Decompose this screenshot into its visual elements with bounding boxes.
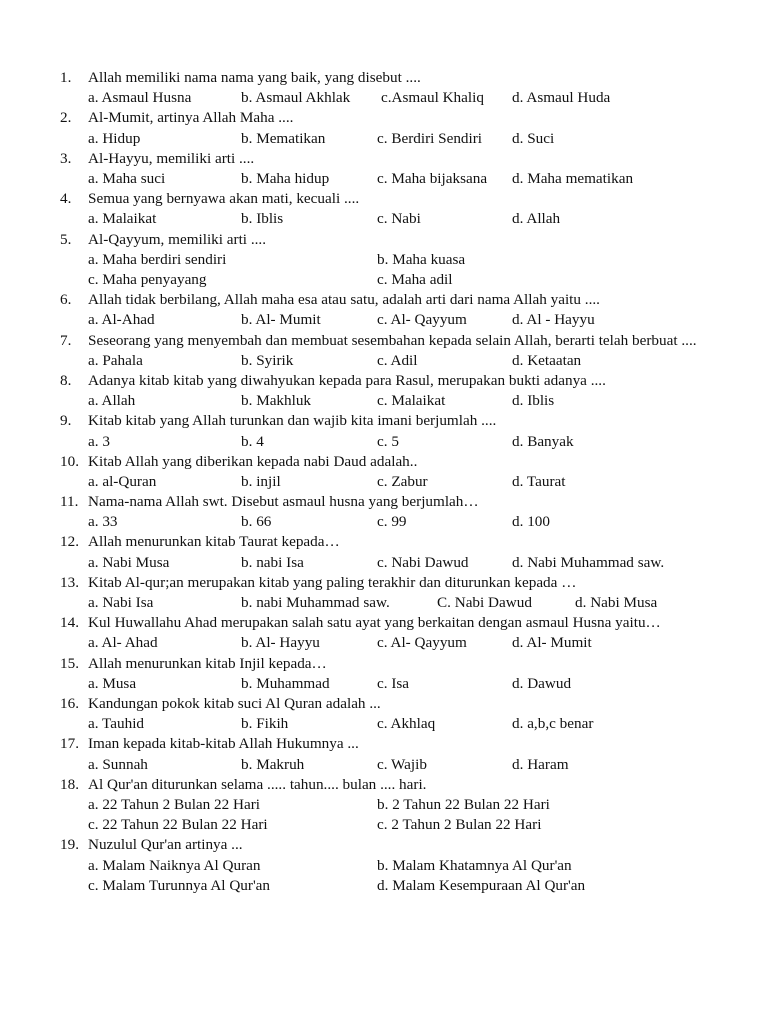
- answer-option: a. Maha berdiri sendiri: [88, 250, 227, 268]
- answer-option: a. Allah: [88, 392, 136, 410]
- question-text: Allah menurunkan kitab Taurat kepada…: [88, 533, 340, 551]
- answer-option: a. Malaikat: [88, 210, 157, 228]
- options-row: [88, 795, 740, 815]
- answer-option: d. Nabi Musa: [575, 594, 658, 612]
- options-row: [88, 876, 740, 896]
- options-row: [88, 88, 740, 108]
- answer-option: b. Al- Hayyu: [241, 634, 320, 652]
- question-item: [60, 492, 740, 532]
- answer-option: a. Maha suci: [88, 169, 166, 187]
- question-text: Iman kepada kitab-kitab Allah Hukumnya ...: [88, 735, 359, 753]
- question-text: Adanya kitab kitab yang diwahyukan kepada para Rasul, merupakan bukti adanya ....: [88, 371, 606, 389]
- answer-option: b. Muhammad: [241, 674, 330, 692]
- answer-option: c. Malaikat: [377, 392, 446, 410]
- answer-option: b. Mematikan: [241, 129, 326, 147]
- answer-option: b. Makruh: [241, 755, 305, 773]
- answer-option: d. Al- Mumit: [512, 634, 592, 652]
- answer-option: b. Malam Khatamnya Al Qur'an: [377, 856, 572, 874]
- question-text: Al-Hayyu, memiliki arti ....: [88, 149, 255, 167]
- question-text: Al Qur'an diturunkan selama ..... tahun.... bulan .... hari.: [88, 775, 427, 793]
- question-number: 18.: [60, 775, 79, 793]
- answer-option: c. Maha penyayang: [88, 270, 207, 288]
- answer-option: b. nabi Muhammad saw.: [241, 594, 390, 612]
- question-item: [60, 149, 740, 189]
- answer-option: b. Makhluk: [241, 392, 312, 410]
- question-text: Kitab Allah yang diberikan kepada nabi Daud adalah..: [88, 452, 418, 470]
- answer-option: b. Al- Mumit: [241, 311, 321, 329]
- options-row: [88, 310, 740, 330]
- answer-option: a. Malam Naiknya Al Quran: [88, 856, 261, 874]
- options-row: [88, 250, 740, 270]
- question-number: 14.: [60, 614, 79, 632]
- options-row: [88, 674, 740, 694]
- question-item: [60, 230, 740, 291]
- answer-option: b. Maha hidup: [241, 169, 330, 187]
- answer-option: d. Ketaatan: [512, 351, 582, 369]
- options-row: [88, 856, 740, 876]
- options-row: [88, 270, 740, 290]
- answer-option: c. Nabi Dawud: [377, 553, 469, 571]
- answer-option: b. nabi Isa: [241, 553, 304, 571]
- question-item: [60, 331, 740, 371]
- question-item: [60, 775, 740, 836]
- options-row: [88, 512, 740, 532]
- options-row: [88, 391, 740, 411]
- answer-option: d. Malam Kesempuraan Al Qur'an: [377, 876, 586, 894]
- answer-option: a. Nabi Isa: [88, 594, 154, 612]
- answer-option: b. 4: [241, 432, 264, 450]
- question-text: Allah tidak berbilang, Allah maha esa atau satu, adalah arti dari nama Allah yaitu ....: [88, 291, 600, 309]
- options-row: [88, 209, 740, 229]
- answer-option: a. 3: [88, 432, 110, 450]
- question-number: 8.: [60, 371, 72, 389]
- options-row: [88, 633, 740, 653]
- answer-option: b. injil: [241, 472, 281, 490]
- answer-option: c. Nabi: [377, 210, 421, 228]
- question-text: Allah memiliki nama nama yang baik, yang disebut ....: [88, 69, 421, 86]
- answer-option: a. Tauhid: [88, 715, 145, 733]
- question-text: Kandungan pokok kitab suci Al Quran adalah ...: [88, 695, 381, 713]
- question-text: Kul Huwallahu Ahad merupakan salah satu ayat yang berkaitan dengan asmaul Husna yaitu…: [88, 614, 661, 632]
- question-number: 9.: [60, 412, 72, 430]
- answer-option: d. Banyak: [512, 432, 574, 450]
- question-text: Nama-nama Allah swt. Disebut asmaul husna yang berjumlah…: [88, 493, 479, 511]
- answer-option: c. Wajib: [377, 755, 427, 773]
- answer-option: d. Nabi Muhammad saw.: [512, 553, 665, 571]
- question-item: [60, 654, 740, 694]
- answer-option: b. Fikih: [241, 715, 289, 733]
- options-row: [88, 129, 740, 149]
- answer-option: c.Asmaul Khaliq: [381, 89, 484, 107]
- question-item: [60, 411, 740, 451]
- answer-option: d. Haram: [512, 755, 569, 773]
- question-item: [60, 694, 740, 734]
- answer-option: a. Hidup: [88, 129, 141, 147]
- answer-option: a. al-Quran: [88, 472, 157, 490]
- answer-option: c. Al- Qayyum: [377, 634, 467, 652]
- answer-option: a. Sunnah: [88, 755, 148, 773]
- question-item: [60, 108, 740, 148]
- question-text: Kitab kitab yang Allah turunkan dan wajib kita imani berjumlah ....: [88, 412, 497, 430]
- question-number: 11.: [60, 493, 79, 511]
- answer-option: b. Asmaul Akhlak: [241, 89, 351, 107]
- answer-option: d. Dawud: [512, 674, 572, 692]
- answer-option: d. Al - Hayyu: [512, 311, 595, 329]
- question-number: 17.: [60, 735, 79, 753]
- question-number: 2.: [60, 109, 72, 127]
- question-item: [60, 290, 740, 330]
- question-item: [60, 452, 740, 492]
- question-text: Allah menurunkan kitab Injil kepada…: [88, 654, 327, 672]
- question-item: [60, 613, 740, 653]
- question-number: 13.: [60, 573, 79, 591]
- question-item: [60, 371, 740, 411]
- answer-option: c. Maha bijaksana: [377, 169, 488, 187]
- quiz-list: [60, 68, 740, 896]
- answer-option: c. Isa: [377, 674, 410, 692]
- answer-option: b. 66: [241, 513, 272, 531]
- options-row: [88, 351, 740, 371]
- answer-option: d. Taurat: [512, 472, 566, 490]
- answer-option: a. Al- Ahad: [88, 634, 158, 652]
- answer-option: d. Allah: [512, 210, 561, 228]
- question-number: 1.: [60, 69, 72, 86]
- answer-option: a. Pahala: [88, 351, 143, 369]
- answer-option: b. Syirik: [241, 351, 294, 369]
- answer-option: d. Asmaul Huda: [512, 89, 611, 107]
- question-number: 7.: [60, 331, 72, 349]
- answer-option: c. Zabur: [377, 472, 428, 490]
- question-item: [60, 189, 740, 229]
- options-row: [88, 593, 740, 613]
- question-text: Semua yang bernyawa akan mati, kecuali ....: [88, 190, 360, 208]
- question-text: Seseorang yang menyembah dan membuat sesembahan kepada selain Allah, berarti telah berbuat ....: [88, 331, 697, 349]
- answer-option: c. Malam Turunnya Al Qur'an: [88, 876, 271, 894]
- question-number: 10.: [60, 452, 79, 470]
- answer-option: C. Nabi Dawud: [437, 594, 532, 612]
- question-text: Al-Qayyum, memiliki arti ....: [88, 230, 267, 248]
- answer-option: c. Al- Qayyum: [377, 311, 467, 329]
- question-text: Al-Mumit, artinya Allah Maha ....: [88, 109, 294, 127]
- answer-option: d. Suci: [512, 129, 555, 147]
- options-row: [88, 432, 740, 452]
- question-item: [60, 68, 740, 108]
- question-number: 12.: [60, 533, 79, 551]
- answer-option: a. 22 Tahun 2 Bulan 22 Hari: [88, 796, 261, 814]
- question-number: 16.: [60, 695, 79, 713]
- answer-option: d. Maha mematikan: [512, 169, 634, 187]
- question-number: 15.: [60, 654, 79, 672]
- options-row: [88, 815, 740, 835]
- options-row: [88, 714, 740, 734]
- question-text: Nuzulul Qur'an artinya ...: [88, 836, 243, 854]
- question-item: [60, 573, 740, 613]
- answer-option: b. 2 Tahun 22 Bulan 22 Hari: [377, 796, 550, 814]
- answer-option: b. Maha kuasa: [377, 250, 466, 268]
- question-item: [60, 835, 740, 896]
- answer-option: c. 5: [377, 432, 399, 450]
- answer-option: a. Al-Ahad: [88, 311, 155, 329]
- answer-option: d. Iblis: [512, 392, 555, 410]
- answer-option: a. Nabi Musa: [88, 553, 170, 571]
- answer-option: a. Asmaul Husna: [88, 89, 192, 107]
- options-row: [88, 169, 740, 189]
- options-row: [88, 472, 740, 492]
- question-item: [60, 532, 740, 572]
- question-number: 4.: [60, 190, 72, 208]
- answer-option: a. Musa: [88, 674, 137, 692]
- question-text: Kitab Al-qur;an merupakan kitab yang paling terakhir dan diturunkan kepada …: [88, 573, 577, 591]
- answer-option: c. Maha adil: [377, 270, 453, 288]
- answer-option: c. Akhlaq: [377, 715, 436, 733]
- question-item: [60, 734, 740, 774]
- answer-option: b. Iblis: [241, 210, 284, 228]
- answer-option: c. 2 Tahun 2 Bulan 22 Hari: [377, 816, 542, 834]
- question-number: 6.: [60, 291, 72, 309]
- answer-option: c. 22 Tahun 22 Bulan 22 Hari: [88, 816, 268, 834]
- answer-option: c. Berdiri Sendiri: [377, 129, 483, 147]
- answer-option: c. Adil: [377, 351, 418, 369]
- options-row: [88, 553, 740, 573]
- question-number: 5.: [60, 230, 72, 248]
- options-row: [88, 755, 740, 775]
- answer-option: d. a,b,c benar: [512, 715, 594, 733]
- answer-option: c. 99: [377, 513, 407, 531]
- answer-option: d. 100: [512, 513, 550, 531]
- question-number: 3.: [60, 149, 72, 167]
- answer-option: a. 33: [88, 513, 118, 531]
- question-number: 19.: [60, 836, 79, 854]
